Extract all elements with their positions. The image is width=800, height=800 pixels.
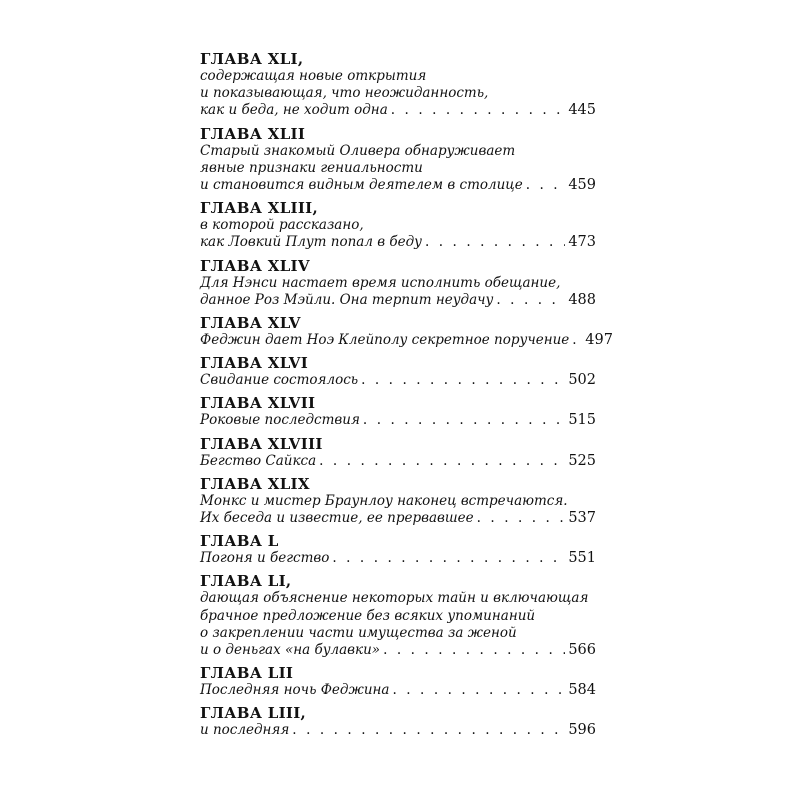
toc-entry bbox=[200, 314, 613, 349]
chapter-description-last-line: Последняя ночь Феджина bbox=[200, 682, 390, 699]
chapter-title: ГЛАВА XLII bbox=[200, 124, 306, 143]
chapter-title: ГЛАВА LIII, bbox=[200, 704, 307, 723]
dot-leader bbox=[425, 234, 565, 251]
chapter-title: ГЛАВА XLI, bbox=[200, 50, 304, 68]
chapter-title: ГЛАВА XLIII, bbox=[200, 199, 319, 218]
chapter-leader-line bbox=[200, 642, 596, 659]
chapter-title: ГЛАВА XLVII bbox=[200, 394, 316, 413]
chapter-title: ГЛАВА XLVI bbox=[200, 354, 309, 373]
page-number: 515 bbox=[568, 412, 596, 429]
page-number: 473 bbox=[568, 234, 596, 251]
chapter-description-last-line: данное Роз Мэйли. Она терпит неудачу bbox=[200, 291, 494, 308]
dot-leader bbox=[496, 292, 565, 309]
chapter-description-line: Для Нэнси настает время исполнить обещание, bbox=[200, 274, 561, 291]
chapter-description-last-line: и становится видным деятелем в столице bbox=[200, 177, 523, 194]
dot-leader bbox=[363, 412, 565, 429]
chapter-description-line: явные признаки гениальности bbox=[200, 159, 423, 176]
toc-entry bbox=[200, 125, 596, 195]
chapter-description-line: и показывающая, что неожиданность, bbox=[200, 85, 489, 102]
chapter-leader-line bbox=[200, 332, 613, 349]
chapter-leader-line bbox=[200, 510, 596, 527]
chapter-leader-line bbox=[200, 682, 596, 699]
chapter-description-last-line: как Ловкий Плут попал в беду bbox=[200, 234, 422, 251]
page-number: 445 bbox=[568, 102, 596, 119]
chapter-description-last-line: Роковые последствия bbox=[200, 412, 360, 429]
chapter-leader-line bbox=[200, 372, 596, 389]
page-number: 596 bbox=[568, 722, 596, 739]
toc-entry bbox=[200, 50, 596, 120]
chapter-description-line: о закреплении части имущества за женой bbox=[200, 624, 517, 641]
toc-entry bbox=[200, 704, 596, 739]
dot-leader bbox=[292, 722, 565, 739]
chapter-description-last-line: как и беда, не ходит одна bbox=[200, 102, 388, 119]
chapter-leader-line bbox=[200, 177, 596, 194]
dot-leader bbox=[332, 550, 565, 567]
page-number: 488 bbox=[568, 291, 596, 308]
page-number: 566 bbox=[568, 642, 596, 659]
chapter-description-line: в которой рассказано, bbox=[200, 217, 364, 234]
chapter-title: ГЛАВА LI, bbox=[200, 572, 292, 591]
page-number: 551 bbox=[568, 550, 596, 567]
chapter-description-last-line: и о деньгах «на булавки» bbox=[200, 642, 381, 659]
dot-leader bbox=[526, 177, 566, 194]
dot-leader bbox=[477, 510, 566, 527]
toc-entry bbox=[200, 394, 596, 429]
chapter-title: ГЛАВА LII bbox=[200, 664, 294, 683]
chapter-leader-line bbox=[200, 412, 596, 429]
dot-leader bbox=[361, 372, 565, 389]
chapter-leader-line bbox=[200, 550, 596, 567]
dot-leader bbox=[383, 642, 565, 659]
dot-leader bbox=[572, 332, 582, 349]
toc-entry bbox=[200, 532, 596, 567]
toc-entry bbox=[200, 199, 596, 251]
dot-leader bbox=[391, 102, 566, 119]
chapter-description-last-line: Свидание состоялось bbox=[200, 372, 359, 389]
chapter-description-line: брачное предложение без всяких упоминаний bbox=[200, 607, 536, 624]
page-number: 502 bbox=[568, 372, 596, 389]
page-number: 584 bbox=[568, 682, 596, 699]
toc-entry bbox=[200, 572, 596, 659]
chapter-title: ГЛАВА XLV bbox=[200, 314, 301, 333]
page-number: 525 bbox=[568, 452, 596, 469]
chapter-description-line: содержащая новые открытия bbox=[200, 68, 427, 84]
page-number: 459 bbox=[568, 177, 596, 194]
chapter-description-line: Старый знакомый Оливера обнаруживает bbox=[200, 142, 516, 159]
toc-entry bbox=[200, 257, 596, 309]
dot-leader bbox=[319, 453, 565, 470]
chapter-leader-line bbox=[200, 102, 596, 119]
chapter-title: ГЛАВА XLIV bbox=[200, 256, 310, 275]
toc-entry bbox=[200, 475, 596, 527]
chapter-title: ГЛАВА XLIX bbox=[200, 474, 310, 493]
chapter-title: ГЛАВА L bbox=[200, 532, 279, 551]
chapter-description-line: Монкс и мистер Браунлоу наконец встречаются. bbox=[200, 492, 568, 509]
chapter-description-line: дающая объяснение некоторых тайн и включающая bbox=[200, 590, 589, 607]
toc-entry bbox=[200, 435, 596, 470]
chapter-leader-line bbox=[200, 292, 596, 309]
chapter-leader-line bbox=[200, 453, 596, 470]
toc-entry bbox=[200, 664, 596, 699]
chapter-leader-line bbox=[200, 722, 596, 739]
chapter-description-last-line: Их беседа и известие, ее прервавшее bbox=[200, 510, 474, 527]
chapter-description-last-line: Погоня и бегство bbox=[200, 550, 330, 567]
chapter-description-last-line: Бегство Сайкса bbox=[200, 452, 317, 469]
chapter-description-last-line: Феджин дает Ноэ Клейполу секретное поручение bbox=[200, 332, 570, 349]
chapter-description-last-line: и последняя bbox=[200, 722, 290, 739]
page-number: 497 bbox=[585, 332, 613, 349]
page-number: 537 bbox=[568, 510, 596, 527]
table-of-contents bbox=[200, 50, 613, 745]
toc-entry bbox=[200, 354, 596, 389]
dot-leader bbox=[392, 682, 565, 699]
chapter-leader-line bbox=[200, 234, 596, 251]
chapter-title: ГЛАВА XLVIII bbox=[200, 434, 323, 453]
